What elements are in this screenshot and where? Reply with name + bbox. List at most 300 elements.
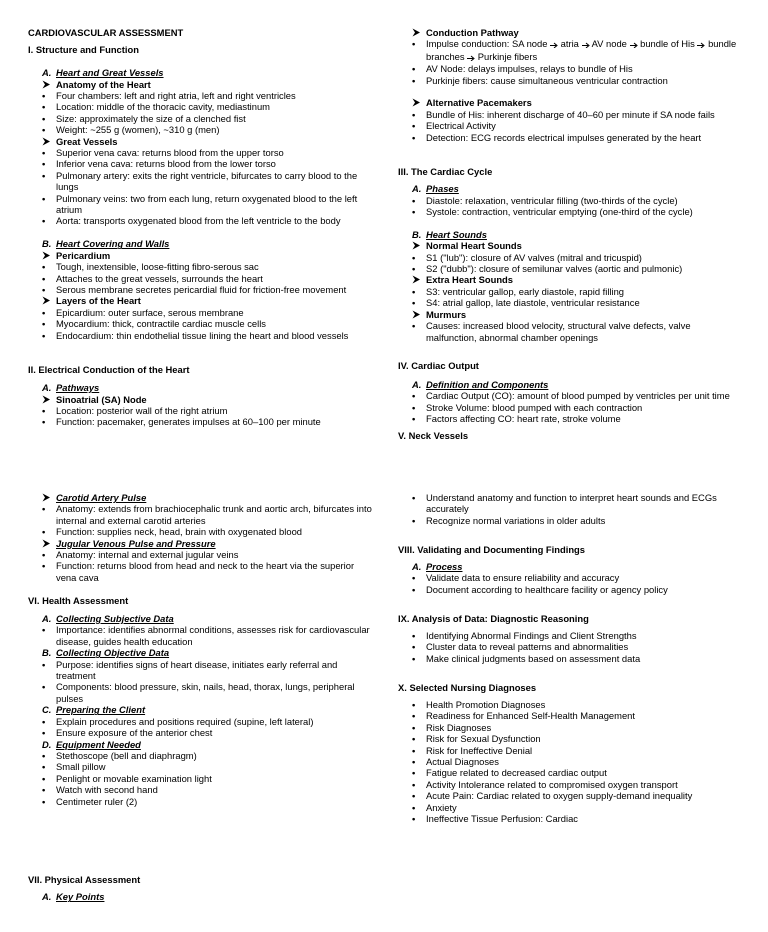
bullet-icon: • bbox=[42, 772, 46, 784]
bullet-item bbox=[412, 733, 743, 744]
bullet-icon: • bbox=[412, 641, 416, 653]
bullet-text: Identifying Abnormal Findings and Client Strengths bbox=[426, 630, 637, 642]
subsection-letter: A. bbox=[412, 183, 422, 195]
bullet-text: Four chambers: left and right atria, left and right ventricles bbox=[56, 90, 296, 102]
document-title: CARDIOVASCULAR ASSESSMENT bbox=[28, 27, 184, 38]
bullet-icon: • bbox=[412, 721, 416, 733]
bullet-icon: • bbox=[42, 681, 46, 693]
bullet-item bbox=[42, 416, 373, 427]
chevron-arrow-icon bbox=[42, 295, 56, 306]
arrow-item-label: Layers of the Heart bbox=[56, 295, 141, 307]
bullet-icon: • bbox=[42, 624, 46, 636]
bullet-text: Stroke Volume: blood pumped with each contraction bbox=[426, 401, 643, 413]
bullet-item bbox=[42, 761, 373, 772]
bullet-item bbox=[412, 722, 743, 733]
subsection-title: Heart Covering and Walls bbox=[56, 238, 170, 250]
chevron-arrow-icon bbox=[412, 27, 426, 38]
arrow-item bbox=[42, 250, 373, 261]
bullet-icon: • bbox=[412, 767, 416, 779]
bullet-item bbox=[42, 113, 373, 124]
bullet-icon: • bbox=[412, 813, 416, 825]
bullet-item bbox=[412, 206, 743, 217]
pathway-step: bundle branches bbox=[426, 38, 737, 62]
bullet-icon: • bbox=[42, 158, 46, 170]
bullet-text: Epicardium: outer surface, serous membrane bbox=[56, 306, 244, 318]
bullet-text: Risk for Sexual Dysfunction bbox=[426, 733, 541, 745]
bullet-text: Weight: ~255 g (women), ~310 g (men) bbox=[56, 124, 220, 136]
bullet-icon: • bbox=[42, 124, 46, 136]
bullet-icon: • bbox=[412, 297, 416, 309]
bullet-icon: • bbox=[42, 169, 46, 181]
pathway-step: atria bbox=[560, 38, 579, 50]
bullet-item bbox=[42, 796, 373, 807]
bullet-icon: • bbox=[412, 63, 416, 75]
bullet-icon: • bbox=[42, 784, 46, 796]
bullet-icon: • bbox=[412, 401, 416, 413]
bullet-item bbox=[412, 286, 743, 297]
bullet-item bbox=[412, 699, 743, 710]
right-arrow-icon bbox=[467, 52, 475, 63]
bullet-icon: • bbox=[412, 120, 416, 132]
bullet-list bbox=[28, 147, 373, 227]
arrow-item-label: Sinoatrial (SA) Node bbox=[56, 393, 147, 405]
bullet-item bbox=[42, 784, 373, 795]
bullet-icon: • bbox=[412, 744, 416, 756]
bullet-item bbox=[412, 320, 743, 343]
subsection-heading bbox=[42, 739, 373, 750]
subsection-heading bbox=[42, 613, 373, 624]
bullet-item bbox=[412, 572, 743, 583]
bullet-text: Diastole: relaxation, ventricular filling (two-thirds of the cycle) bbox=[426, 194, 678, 206]
bullet-text: Cardiac Output (CO): amount of blood pumped by ventricles per unit time bbox=[426, 390, 730, 402]
bullet-icon: • bbox=[412, 699, 416, 711]
right-arrow-icon bbox=[630, 39, 638, 50]
section-heading: X. Selected Nursing Diagnoses bbox=[398, 681, 537, 693]
bullet-item bbox=[412, 584, 743, 595]
bullet-icon: • bbox=[42, 749, 46, 761]
arrow-item bbox=[412, 274, 743, 285]
bullet-text: Validate data to ensure reliability and accuracy bbox=[426, 572, 620, 584]
bullet-icon: • bbox=[42, 261, 46, 273]
bullet-text: Centimeter ruler (2) bbox=[56, 795, 138, 807]
bullet-text: Ensure exposure of the anterior chest bbox=[56, 727, 213, 739]
subsection-letter: B. bbox=[42, 647, 52, 659]
arrow-item-label: Normal Heart Sounds bbox=[426, 240, 522, 252]
subsection-title: Collecting Subjective Data bbox=[56, 613, 174, 625]
bullet-icon: • bbox=[42, 715, 46, 727]
chevron-arrow-icon bbox=[42, 538, 56, 549]
bullet-item bbox=[42, 330, 373, 341]
subsection-title: Heart Sounds bbox=[426, 228, 487, 240]
bullet-list bbox=[398, 252, 743, 275]
bullet-item bbox=[412, 120, 743, 131]
right-column-top bbox=[398, 27, 743, 442]
arrow-item bbox=[412, 97, 743, 108]
bullet-icon: • bbox=[42, 503, 46, 515]
bullet-item bbox=[412, 75, 743, 86]
bullet-text: Location: middle of the thoracic cavity, mediastinum bbox=[56, 101, 270, 113]
arrow-item-label: Jugular Venous Pulse and Pressure bbox=[56, 537, 216, 549]
subsection-heading bbox=[42, 382, 373, 393]
bullet-item bbox=[412, 813, 743, 824]
bullet-text: Explain procedures and positions required (supine, left lateral) bbox=[56, 715, 314, 727]
bullet-list bbox=[398, 63, 743, 86]
bullet-icon: • bbox=[412, 38, 416, 50]
bullet-icon: • bbox=[42, 329, 46, 341]
bullet-text: Watch with second hand bbox=[56, 784, 158, 796]
left-column-top bbox=[28, 27, 373, 428]
bullet-icon: • bbox=[412, 412, 416, 424]
bullet-item bbox=[412, 779, 743, 790]
bullet-item bbox=[412, 710, 743, 721]
bullet-item bbox=[42, 101, 373, 112]
bullet-icon: • bbox=[42, 404, 46, 416]
left-column-bottom bbox=[28, 492, 373, 807]
bullet-text: Fatigue related to decreased cardiac output bbox=[426, 767, 607, 779]
arrow-item-label: Anatomy of the Heart bbox=[56, 78, 151, 90]
bullet-item bbox=[412, 790, 743, 801]
bullet-text: Anxiety bbox=[426, 801, 457, 813]
bullet-icon: • bbox=[42, 90, 46, 102]
bullet-item bbox=[42, 773, 373, 784]
chevron-arrow-icon bbox=[412, 240, 426, 251]
subsection-heading bbox=[412, 183, 743, 194]
subsection-letter: A. bbox=[42, 67, 52, 79]
bullet-icon: • bbox=[412, 320, 416, 332]
bullet-item bbox=[42, 147, 373, 158]
subsection-heading bbox=[412, 379, 743, 390]
subsection-letter: A. bbox=[42, 613, 52, 625]
arrow-item bbox=[412, 27, 743, 38]
bullet-icon: • bbox=[412, 206, 416, 218]
bullet-item bbox=[412, 802, 743, 813]
bullet-text: Make clinical judgments based on assessment data bbox=[426, 652, 641, 664]
bullet-icon: • bbox=[42, 658, 46, 670]
bullet-list bbox=[28, 503, 373, 537]
arrow-item-label: Pericardium bbox=[56, 249, 111, 261]
bullet-text: Inferior vena cava: returns blood from the lower torso bbox=[56, 158, 276, 170]
section-heading: IX. Analysis of Data: Diagnostic Reasoning bbox=[398, 612, 589, 624]
bullet-icon: • bbox=[42, 306, 46, 318]
bullet-icon: • bbox=[42, 526, 46, 538]
bullet-text: Electrical Activity bbox=[426, 120, 496, 132]
bullet-list bbox=[28, 549, 373, 583]
bullet-list bbox=[398, 630, 743, 664]
section-heading: III. The Cardiac Cycle bbox=[398, 165, 493, 177]
bullet-text: Readiness for Enhanced Self-Health Management bbox=[426, 710, 635, 722]
bullet-text: Size: approximately the size of a clenched fist bbox=[56, 112, 246, 124]
section-heading: II. Electrical Conduction of the Heart bbox=[28, 363, 190, 375]
bullet-text: Recognize normal variations in older adults bbox=[426, 514, 606, 526]
bullet-item bbox=[42, 273, 373, 284]
chevron-arrow-icon bbox=[42, 250, 56, 261]
bullet-item bbox=[412, 263, 743, 274]
bullet-item bbox=[412, 641, 743, 652]
bullet-list bbox=[398, 492, 743, 526]
subsection-heading bbox=[42, 238, 373, 249]
arrow-item-label: Great Vessels bbox=[56, 135, 118, 147]
subsection-heading bbox=[42, 891, 373, 902]
bullet-text: Cluster data to reveal patterns and abnormalities bbox=[426, 641, 629, 653]
bullet-icon: • bbox=[412, 74, 416, 86]
bullet-list bbox=[398, 286, 743, 309]
pathway-step: Impulse conduction: SA node bbox=[426, 38, 548, 50]
bullet-item bbox=[42, 318, 373, 329]
impulse-pathway-text bbox=[426, 38, 743, 63]
section-heading: V. Neck Vessels bbox=[398, 430, 469, 442]
bullet-text: Purkinje fibers: cause simultaneous ventricular contraction bbox=[426, 74, 668, 86]
bullet-item bbox=[42, 261, 373, 272]
bullet-item bbox=[42, 526, 373, 537]
bullet-text: Causes: increased blood velocity, structural valve defects, valve malfunction, abnormal chamber openings bbox=[426, 320, 691, 343]
bullet-text: Penlight or movable examination light bbox=[56, 772, 212, 784]
bullet-text: Components: blood pressure, skin, nails, head, thorax, lungs, peripheral pulses bbox=[56, 681, 355, 704]
bullet-item bbox=[42, 215, 373, 226]
left-column-footer bbox=[28, 874, 373, 903]
bullet-text: S4: atrial gallop, late diastole, ventricular resistance bbox=[426, 297, 640, 309]
bullet-list bbox=[398, 320, 743, 343]
pathway-step: bundle of His bbox=[640, 38, 695, 50]
bullet-text: Attaches to the great vessels, surrounds the heart bbox=[56, 272, 263, 284]
bullet-item bbox=[42, 503, 373, 526]
bullet-item bbox=[412, 402, 743, 413]
bullet-icon: • bbox=[42, 101, 46, 113]
subsection-heading bbox=[42, 704, 373, 715]
bullet-text: Stethoscope (bell and diaphragm) bbox=[56, 749, 197, 761]
bullet-icon: • bbox=[42, 147, 46, 159]
arrow-item bbox=[42, 295, 373, 306]
bullet-icon: • bbox=[412, 251, 416, 263]
subsection-title: Heart and Great Vessels bbox=[56, 67, 164, 79]
bullet-item bbox=[412, 745, 743, 756]
subsection-letter: A. bbox=[412, 561, 422, 573]
bullet-icon: • bbox=[412, 733, 416, 745]
right-arrow-icon bbox=[582, 39, 590, 50]
arrow-item bbox=[42, 492, 373, 503]
bullet-item bbox=[42, 170, 373, 193]
bullet-text: Detection: ECG records electrical impulses generated by the heart bbox=[426, 131, 702, 143]
section-heading: VI. Health Assessment bbox=[28, 594, 129, 606]
bullet-icon: • bbox=[412, 492, 416, 503]
subsection-title: Definition and Components bbox=[426, 378, 549, 390]
bullet-item bbox=[412, 297, 743, 308]
bullet-icon: • bbox=[42, 215, 46, 227]
bullet-icon: • bbox=[412, 572, 416, 584]
bullet-text: Function: returns blood from head and neck to the heart via the superior vena cava bbox=[56, 560, 355, 583]
pathway-step: Purkinje fibers bbox=[477, 50, 538, 62]
bullet-item bbox=[412, 756, 743, 767]
bullet-item bbox=[412, 515, 743, 526]
bullet-icon: • bbox=[412, 790, 416, 802]
bullet-icon: • bbox=[412, 583, 416, 595]
bullet-item bbox=[42, 405, 373, 416]
bullet-list bbox=[398, 390, 743, 424]
bullet-list bbox=[28, 405, 373, 428]
bullet-icon: • bbox=[412, 390, 416, 402]
bullet-text: Risk Diagnoses bbox=[426, 721, 492, 733]
bullet-text: AV Node: delays impulses, relays to bundle of His bbox=[426, 63, 633, 75]
bullet-item bbox=[42, 716, 373, 727]
bullet-text: Health Promotion Diagnoses bbox=[426, 699, 546, 711]
chevron-arrow-icon bbox=[412, 97, 426, 108]
arrow-item-label: Extra Heart Sounds bbox=[426, 274, 514, 286]
subsection-letter: A. bbox=[412, 378, 422, 390]
arrow-item bbox=[42, 538, 373, 549]
subsection-title: Preparing the Client bbox=[56, 704, 146, 716]
bullet-item bbox=[42, 124, 373, 135]
bullet-icon: • bbox=[412, 108, 416, 120]
arrow-item-label: Carotid Artery Pulse bbox=[56, 492, 147, 503]
bullet-text: Ineffective Tissue Perfusion: Cardiac bbox=[426, 813, 578, 825]
bullet-text: S2 ("dubb"): closure of semilunar valves (aortic and pulmonic) bbox=[426, 263, 683, 275]
bullet-text: Aorta: transports oxygenated blood from the left ventricle to the body bbox=[56, 215, 341, 227]
bullet-list bbox=[28, 261, 373, 295]
subsection-letter: B. bbox=[42, 238, 52, 250]
bullet-item bbox=[42, 681, 373, 704]
right-arrow-icon bbox=[697, 39, 705, 50]
arrow-item bbox=[42, 136, 373, 147]
bullet-text: Activity Intolerance related to compromised oxygen transport bbox=[426, 778, 678, 790]
bullet-item bbox=[412, 252, 743, 263]
arrow-item bbox=[42, 79, 373, 90]
bullet-item bbox=[42, 158, 373, 169]
bullet-text: Bundle of His: inherent discharge of 40–60 per minute if SA node fails bbox=[426, 108, 715, 120]
bullet-text: Tough, inextensible, loose-fitting fibro-serous sac bbox=[56, 261, 259, 273]
right-arrow-icon bbox=[550, 39, 558, 50]
section-heading: IV. Cardiac Output bbox=[398, 360, 479, 372]
bullet-item bbox=[412, 492, 743, 515]
subsection-title: Phases bbox=[426, 183, 459, 195]
bullet-list bbox=[28, 624, 373, 647]
bullet-icon: • bbox=[412, 710, 416, 722]
bullet-list bbox=[28, 750, 373, 807]
right-column-bottom bbox=[398, 492, 743, 825]
bullet-item bbox=[42, 90, 373, 101]
bullet-text: Importance: identifies abnormal conditions, assesses risk for cardiovascular disease, guides health education bbox=[56, 624, 370, 647]
chevron-arrow-icon bbox=[42, 79, 56, 90]
bullet-text: Function: supplies neck, head, brain with oxygenated blood bbox=[56, 526, 302, 538]
bullet-text: Systole: contraction, ventricular emptying (one-third of the cycle) bbox=[426, 206, 693, 218]
bullet-item bbox=[42, 549, 373, 560]
bullet-icon: • bbox=[412, 652, 416, 664]
bullet-item bbox=[42, 307, 373, 318]
bullet-text: Superior vena cava: returns blood from the upper torso bbox=[56, 147, 284, 159]
subsection-heading bbox=[42, 67, 373, 78]
bullet-text: Small pillow bbox=[56, 761, 106, 773]
arrow-item-label: Conduction Pathway bbox=[426, 27, 519, 38]
subsection-heading bbox=[42, 647, 373, 658]
arrow-item bbox=[412, 309, 743, 320]
arrow-item-label: Alternative Pacemakers bbox=[426, 97, 532, 109]
bullet-text: Myocardium: thick, contractile cardiac muscle cells bbox=[56, 318, 266, 330]
bullet-icon: • bbox=[42, 795, 46, 807]
subsection-letter: A. bbox=[42, 382, 52, 394]
section-heading: I. Structure and Function bbox=[28, 44, 139, 56]
bullet-item bbox=[42, 193, 373, 216]
subsection-heading bbox=[412, 561, 743, 572]
bullet-text: Document according to healthcare facility or agency policy bbox=[426, 583, 668, 595]
bullet-item bbox=[42, 750, 373, 761]
subsection-letter: A. bbox=[42, 891, 52, 903]
subsection-letter: B. bbox=[412, 228, 422, 240]
bullet-item bbox=[412, 653, 743, 664]
bullet-list bbox=[398, 109, 743, 143]
subsection-letter: D. bbox=[42, 738, 52, 750]
bullet-item bbox=[412, 390, 743, 401]
bullet-text: Pulmonary veins: two from each lung, return oxygenated blood to the left atrium bbox=[56, 192, 358, 216]
chevron-arrow-icon bbox=[42, 394, 56, 405]
section-heading: VIII. Validating and Documenting Findings bbox=[398, 543, 585, 555]
bullet-text: Anatomy: extends from brachiocephalic trunk and aortic arch, bifurcates into internal and external carotid arteries bbox=[56, 503, 372, 526]
bullet-icon: • bbox=[42, 192, 46, 204]
bullet-icon: • bbox=[42, 112, 46, 124]
bullet-icon: • bbox=[42, 761, 46, 773]
bullet-item bbox=[42, 560, 373, 583]
chevron-arrow-icon bbox=[412, 274, 426, 285]
bullet-icon: • bbox=[42, 272, 46, 284]
bullet-item bbox=[42, 659, 373, 682]
bullet-text: Anatomy: internal and external jugular veins bbox=[56, 549, 239, 561]
bullet-icon: • bbox=[412, 630, 416, 642]
bullet-item bbox=[412, 413, 743, 424]
bullet-icon: • bbox=[42, 283, 46, 295]
chevron-arrow-icon bbox=[42, 136, 56, 147]
bullet-icon: • bbox=[412, 263, 416, 275]
pathway-step: AV node bbox=[591, 38, 627, 50]
bullet-item bbox=[42, 284, 373, 295]
bullet-text: Risk for Ineffective Denial bbox=[426, 744, 533, 756]
bullet-list bbox=[398, 572, 743, 595]
bullet-text: Understand anatomy and function to interpret heart sounds and ECGs accurately bbox=[426, 492, 717, 515]
bullet-icon: • bbox=[412, 778, 416, 790]
bullet-item bbox=[412, 630, 743, 641]
bullet-text: Acute Pain: Cardiac related to oxygen supply-demand inequality bbox=[426, 790, 693, 802]
bullet-item bbox=[412, 195, 743, 206]
bullet-icon: • bbox=[412, 801, 416, 813]
bullet-item bbox=[412, 63, 743, 74]
bullet-icon: • bbox=[42, 416, 46, 428]
bullet-icon: • bbox=[42, 727, 46, 739]
subsection-title: Equipment Needed bbox=[56, 738, 141, 750]
chevron-arrow-icon bbox=[42, 492, 56, 503]
bullet-icon: • bbox=[42, 560, 46, 572]
bullet-list bbox=[28, 716, 373, 739]
bullet-item bbox=[412, 109, 743, 120]
bullet-item bbox=[42, 624, 373, 647]
bullet-text: S3: ventricular gallop, early diastole, rapid filling bbox=[426, 285, 625, 297]
bullet-list bbox=[28, 90, 373, 136]
bullet-text: Actual Diagnoses bbox=[426, 756, 499, 768]
bullet-text: Function: pacemaker, generates impulses at 60–100 per minute bbox=[56, 416, 321, 428]
bullet-list bbox=[398, 195, 743, 218]
bullet-item bbox=[412, 767, 743, 778]
bullet-icon: • bbox=[412, 514, 416, 526]
bullet-text: Endocardium: thin endothelial tissue lining the heart and blood vessels bbox=[56, 329, 349, 341]
bullet-text: Location: posterior wall of the right atrium bbox=[56, 404, 228, 416]
bullet-icon: • bbox=[412, 131, 416, 143]
bullet-text: Factors affecting CO: heart rate, stroke volume bbox=[426, 412, 621, 424]
bullet-list bbox=[28, 659, 373, 705]
bullet-icon: • bbox=[412, 756, 416, 768]
bullet-text: Serous membrane secretes pericardial fluid for friction-free movement bbox=[56, 283, 347, 295]
bullet-text: S1 ("lub"): closure of AV valves (mitral and tricuspid) bbox=[426, 251, 642, 263]
subsection-letter: C. bbox=[42, 704, 52, 716]
arrow-item bbox=[412, 240, 743, 251]
subsection-heading bbox=[412, 229, 743, 240]
bullet-text: Pulmonary artery: exits the right ventricle, bifurcates to carry blood to the lungs bbox=[56, 169, 358, 193]
arrow-item bbox=[42, 394, 373, 405]
subsection-title: Process bbox=[426, 561, 463, 573]
